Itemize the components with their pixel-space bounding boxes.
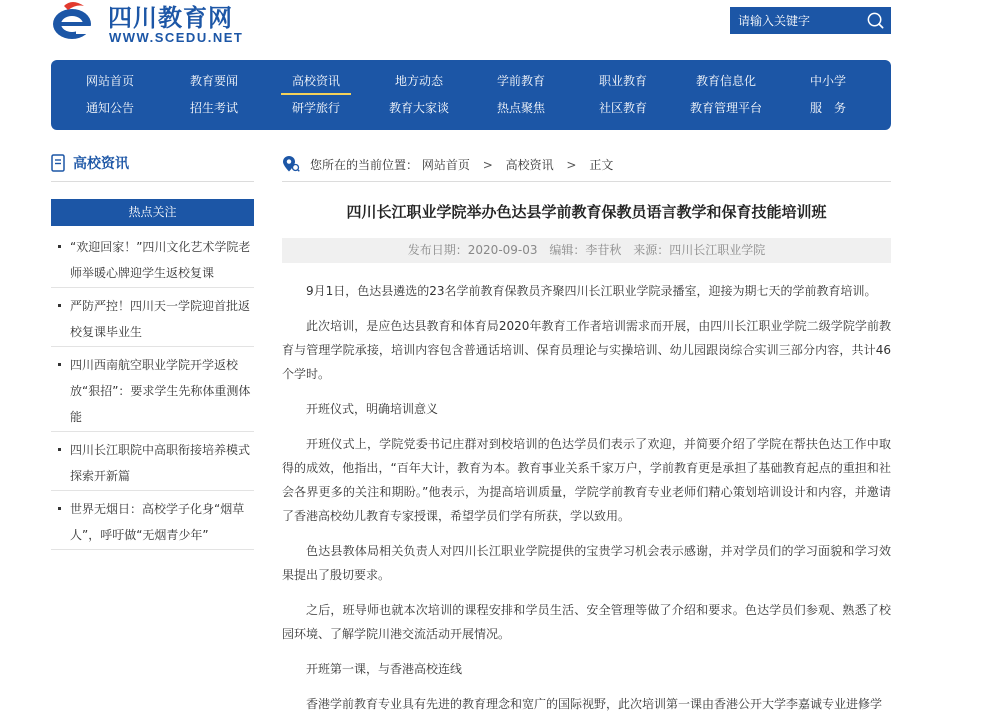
breadcrumb-item-section[interactable]: 高校资讯 xyxy=(505,158,554,172)
list-item-link[interactable]: “欢迎回家！”四川文化艺术学院老师举暖心牌迎学生返校复课 xyxy=(70,240,251,280)
list-item-link[interactable]: 四川长江职院中高职衔接培养模式探索开新篇 xyxy=(70,443,251,483)
nav-item-study-tour[interactable]: 研学旅行 xyxy=(291,101,340,115)
breadcrumb-text xyxy=(310,156,613,173)
nav-item-edu-it[interactable]: 教育信息化 xyxy=(695,74,756,88)
breadcrumb-item-home[interactable]: 网站首页 xyxy=(421,158,470,172)
sidebar-title xyxy=(51,152,254,178)
article-paragraph: 色达县教体局相关负责人对四川长江职业学院提供的宝贵学习机会表示感谢，并对学员们的学习面貌和学习效果提出了殷切要求。 xyxy=(282,544,891,582)
list-item[interactable] xyxy=(51,352,254,432)
article-title: 四川长江职业学院举办色达县学前教育保教员语言教学和保育技能培训班 xyxy=(346,203,827,221)
article-subheading: 开班第一课，与香港高校连线 xyxy=(306,662,463,676)
bullet-icon xyxy=(58,363,61,366)
nav-item-k12[interactable]: 中小学 xyxy=(809,74,846,88)
article-paragraph: 香港学前教育专业具有先进的教育理念和宽广的国际视野，此次培训第一课由香港公开大学李嘉诚专业进修学 xyxy=(306,697,883,711)
site-header xyxy=(0,0,998,60)
nav-item-community[interactable]: 社区教育 xyxy=(598,101,647,115)
article-body xyxy=(282,279,891,720)
sidebar-title-label: 高校资讯 xyxy=(73,156,129,172)
nav-item-vocational[interactable]: 职业教育 xyxy=(598,74,647,88)
search-icon[interactable] xyxy=(866,11,885,30)
publish-date: 发布日期：2020-09-03 xyxy=(407,243,538,257)
site-name-cn: 四川教育网 xyxy=(108,4,233,32)
nav-item-mgmt-platform[interactable]: 教育管理平台 xyxy=(689,101,762,115)
article-subheading: 开班仪式，明确培训意义 xyxy=(306,402,439,416)
article-source: 来源：四川长江职业学院 xyxy=(633,243,766,257)
nav-item-notices[interactable]: 通知公告 xyxy=(85,101,134,115)
bullet-icon xyxy=(58,304,61,307)
article-editor: 编辑：李苷秋 xyxy=(549,243,622,257)
bullet-icon xyxy=(58,448,61,451)
breadcrumb-item-current: 正文 xyxy=(589,158,614,172)
search-box[interactable] xyxy=(730,7,891,34)
list-item[interactable] xyxy=(51,496,254,550)
nav-item-admissions[interactable]: 招生考试 xyxy=(189,101,238,115)
list-item[interactable] xyxy=(51,293,254,347)
nav-item-local-news[interactable]: 地方动态 xyxy=(394,74,443,88)
site-name-en: WWW.SCEDU.NET xyxy=(109,30,244,45)
nav-item-services[interactable]: 服 务 xyxy=(809,101,846,115)
hot-focus-list xyxy=(51,234,254,555)
list-item[interactable] xyxy=(51,437,254,491)
breadcrumb-separator: > xyxy=(482,158,493,172)
list-item-link[interactable]: 四川西南航空职业学院开学返校放“狠招”：要求学生先称体重测体能 xyxy=(70,358,251,424)
list-item[interactable] xyxy=(51,234,254,288)
breadcrumb-prefix: 您所在的当前位置： xyxy=(310,158,419,172)
nav-item-preschool[interactable]: 学前教育 xyxy=(496,74,545,88)
article-paragraph: 9月1日，色达县遴选的23名学前教育保教员齐聚四川长江职业学院录播室，迎接为期七天的学前教育培训。 xyxy=(306,284,877,298)
sidebar-divider xyxy=(51,181,254,182)
breadcrumb-separator: > xyxy=(566,158,577,172)
nav-item-edu-news[interactable]: 教育要闻 xyxy=(189,74,238,88)
document-icon xyxy=(51,154,65,172)
main-nav xyxy=(51,60,891,130)
article-meta xyxy=(282,238,891,263)
site-logo[interactable] xyxy=(50,0,250,50)
breadcrumb xyxy=(282,152,891,178)
list-item-link[interactable]: 世界无烟日：高校学子化身“烟草人”，呼吁做“无烟青少年” xyxy=(70,502,245,542)
nav-item-hot-focus[interactable]: 热点聚焦 xyxy=(496,101,545,115)
nav-item-home[interactable]: 网站首页 xyxy=(85,74,134,88)
search-input[interactable]: 请输入关键字 xyxy=(738,14,811,28)
bullet-icon xyxy=(58,245,61,248)
nav-item-edu-forum[interactable]: 教育大家谈 xyxy=(388,101,449,115)
article-paragraph: 此次培训，是应色达县教育和体育局2020年教育工作者培训需求而开展，由四川长江职业学院二级学院学前教育与管理学院承接，培训内容包含普通话培训、保育员理论与实操培训、幼儿园跟岗综合实训三部分内容，共计46个学时。 xyxy=(282,319,891,381)
logo-e-icon xyxy=(50,0,94,44)
bullet-icon xyxy=(58,507,61,510)
breadcrumb-divider xyxy=(282,181,891,182)
hot-focus-header: 热点关注 xyxy=(51,199,254,226)
location-pin-icon xyxy=(282,155,300,173)
article-paragraph: 开班仪式上，学院党委书记庄群对到校培训的色达学员们表示了欢迎，并简要介绍了学院在帮扶色达工作中取得的成效，他指出，“百年大计，教育为本。教育事业关系千家万户，学前教育更是承担了基础教育起点的重担和社会各界更多的关注和期盼。”他表示，为提高培训质量，学院学前教育专业老师们精心策划培训设计和内容，并邀请了香港高校幼儿教育专家授课，希望学员们学有所获，学以致用。 xyxy=(282,437,891,523)
list-item-link[interactable]: 严防严控！四川天一学院迎首批返校复课毕业生 xyxy=(70,299,251,339)
article-paragraph: 之后，班导师也就本次培训的课程安排和学员生活、安全管理等做了介绍和要求。色达学员们参观、熟悉了校园环境、了解学院川港交流活动开展情况。 xyxy=(282,603,891,641)
nav-item-university-news[interactable]: 高校资讯 xyxy=(265,69,367,93)
